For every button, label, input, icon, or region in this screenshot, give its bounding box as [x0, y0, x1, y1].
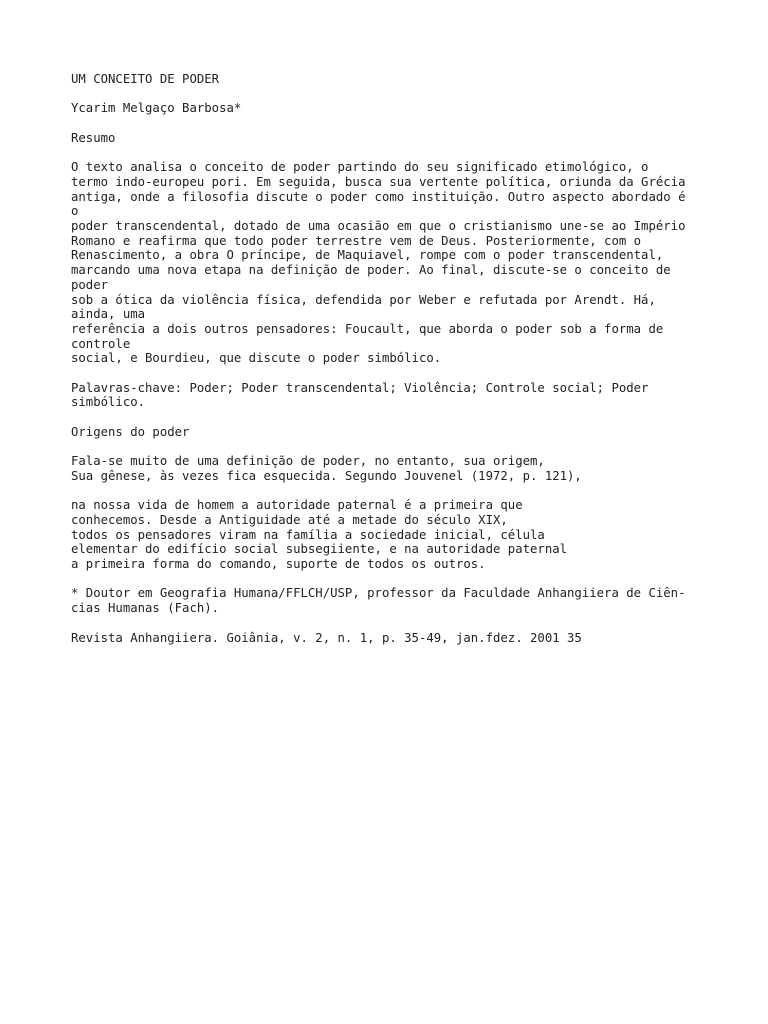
- abstract-heading: Resumo: [71, 130, 116, 145]
- footnote: [71, 586, 711, 615]
- intro-paragraph: [71, 454, 711, 483]
- author-line: Ycarim Melgaço Barbosa*: [71, 101, 242, 116]
- abstract-line: social, e Bourdieu, que discute o poder simbólico.: [71, 351, 442, 366]
- spacer: [71, 572, 711, 587]
- abstract-line: referência a dois outros pensadores: Foucault, que aborda o poder sob a forma de: [71, 321, 664, 336]
- abstract-line: termo indo-europeu pori. Em seguida, busca sua vertente política, oriunda da Grécia: [71, 174, 686, 189]
- intro-line: Fala-se muito de uma definição de poder, no entanto, sua origem,: [71, 454, 545, 469]
- abstract-line: o: [71, 204, 79, 219]
- quote-line: a primeira forma do comando, suporte de todos os outros.: [71, 557, 486, 572]
- intro-line: Sua gênese, às vezes fica esquecida. Segundo Jouvenel (1972, p. 121),: [71, 468, 582, 483]
- quote-line: elementar do edifício social subsegiiente, e na autoridade paternal: [71, 542, 568, 557]
- keywords-line: simbólico.: [71, 395, 146, 410]
- abstract-line: O texto analisa o conceito de poder partindo do seu significado etimológico, o: [71, 160, 649, 175]
- block-quote: [71, 498, 711, 572]
- abstract-line: sob a ótica da violência física, defendida por Weber e refutada por Arendt. Há,: [71, 292, 656, 307]
- journal-citation: Revista Anhangiiera. Goiânia, v. 2, n. 1, p. 35-49, jan.fdez. 2001 35: [71, 630, 582, 645]
- spacer: [71, 410, 711, 425]
- quote-line: todos os pensadores viram na família a sociedade inicial, célula: [71, 527, 545, 542]
- abstract-line: Renascimento, a obra O príncipe, de Maquiavel, rompe com o poder transcendental,: [71, 248, 664, 263]
- spacer: [71, 145, 711, 160]
- quote-line: na nossa vida de homem a autoridade paternal é a primeira que: [71, 498, 523, 513]
- spacer: [71, 366, 711, 381]
- footnote-line: cias Humanas (Fach).: [71, 601, 220, 616]
- abstract-line: poder transcendental, dotado de uma ocasião em que o cristianismo une-se ao Império: [71, 218, 686, 233]
- abstract-line: controle: [71, 336, 131, 351]
- spacer: [71, 116, 711, 131]
- abstract-paragraph: [71, 160, 711, 366]
- footnote-line: * Doutor em Geografia Humana/FFLCH/USP, professor da Faculdade Anhangiiera de Ciên-: [71, 586, 686, 601]
- section-heading: Origens do poder: [71, 424, 190, 439]
- abstract-line: ainda, uma: [71, 307, 146, 322]
- keywords-line: Palavras-chave: Poder; Poder transcendental; Violência; Controle social; Poder: [71, 380, 649, 395]
- document-title: UM CONCEITO DE PODER: [71, 72, 220, 86]
- document-page: [71, 72, 711, 645]
- abstract-line: antiga, onde a filosofia discute o poder como instituição. Outro aspecto abordado é: [71, 189, 686, 204]
- abstract-line: Romano e reafirma que todo poder terrestre vem de Deus. Posteriormente, com o: [71, 233, 642, 248]
- spacer: [71, 440, 711, 455]
- spacer: [71, 616, 711, 631]
- quote-line: conhecemos. Desde a Antiguidade até a metade do século XIX,: [71, 512, 508, 527]
- abstract-line: marcando uma nova etapa na definição de poder. Ao final, discute-se o conceito de: [71, 263, 671, 278]
- abstract-line: poder: [71, 277, 109, 292]
- spacer: [71, 87, 711, 102]
- keywords-paragraph: [71, 381, 711, 410]
- spacer: [71, 484, 711, 499]
